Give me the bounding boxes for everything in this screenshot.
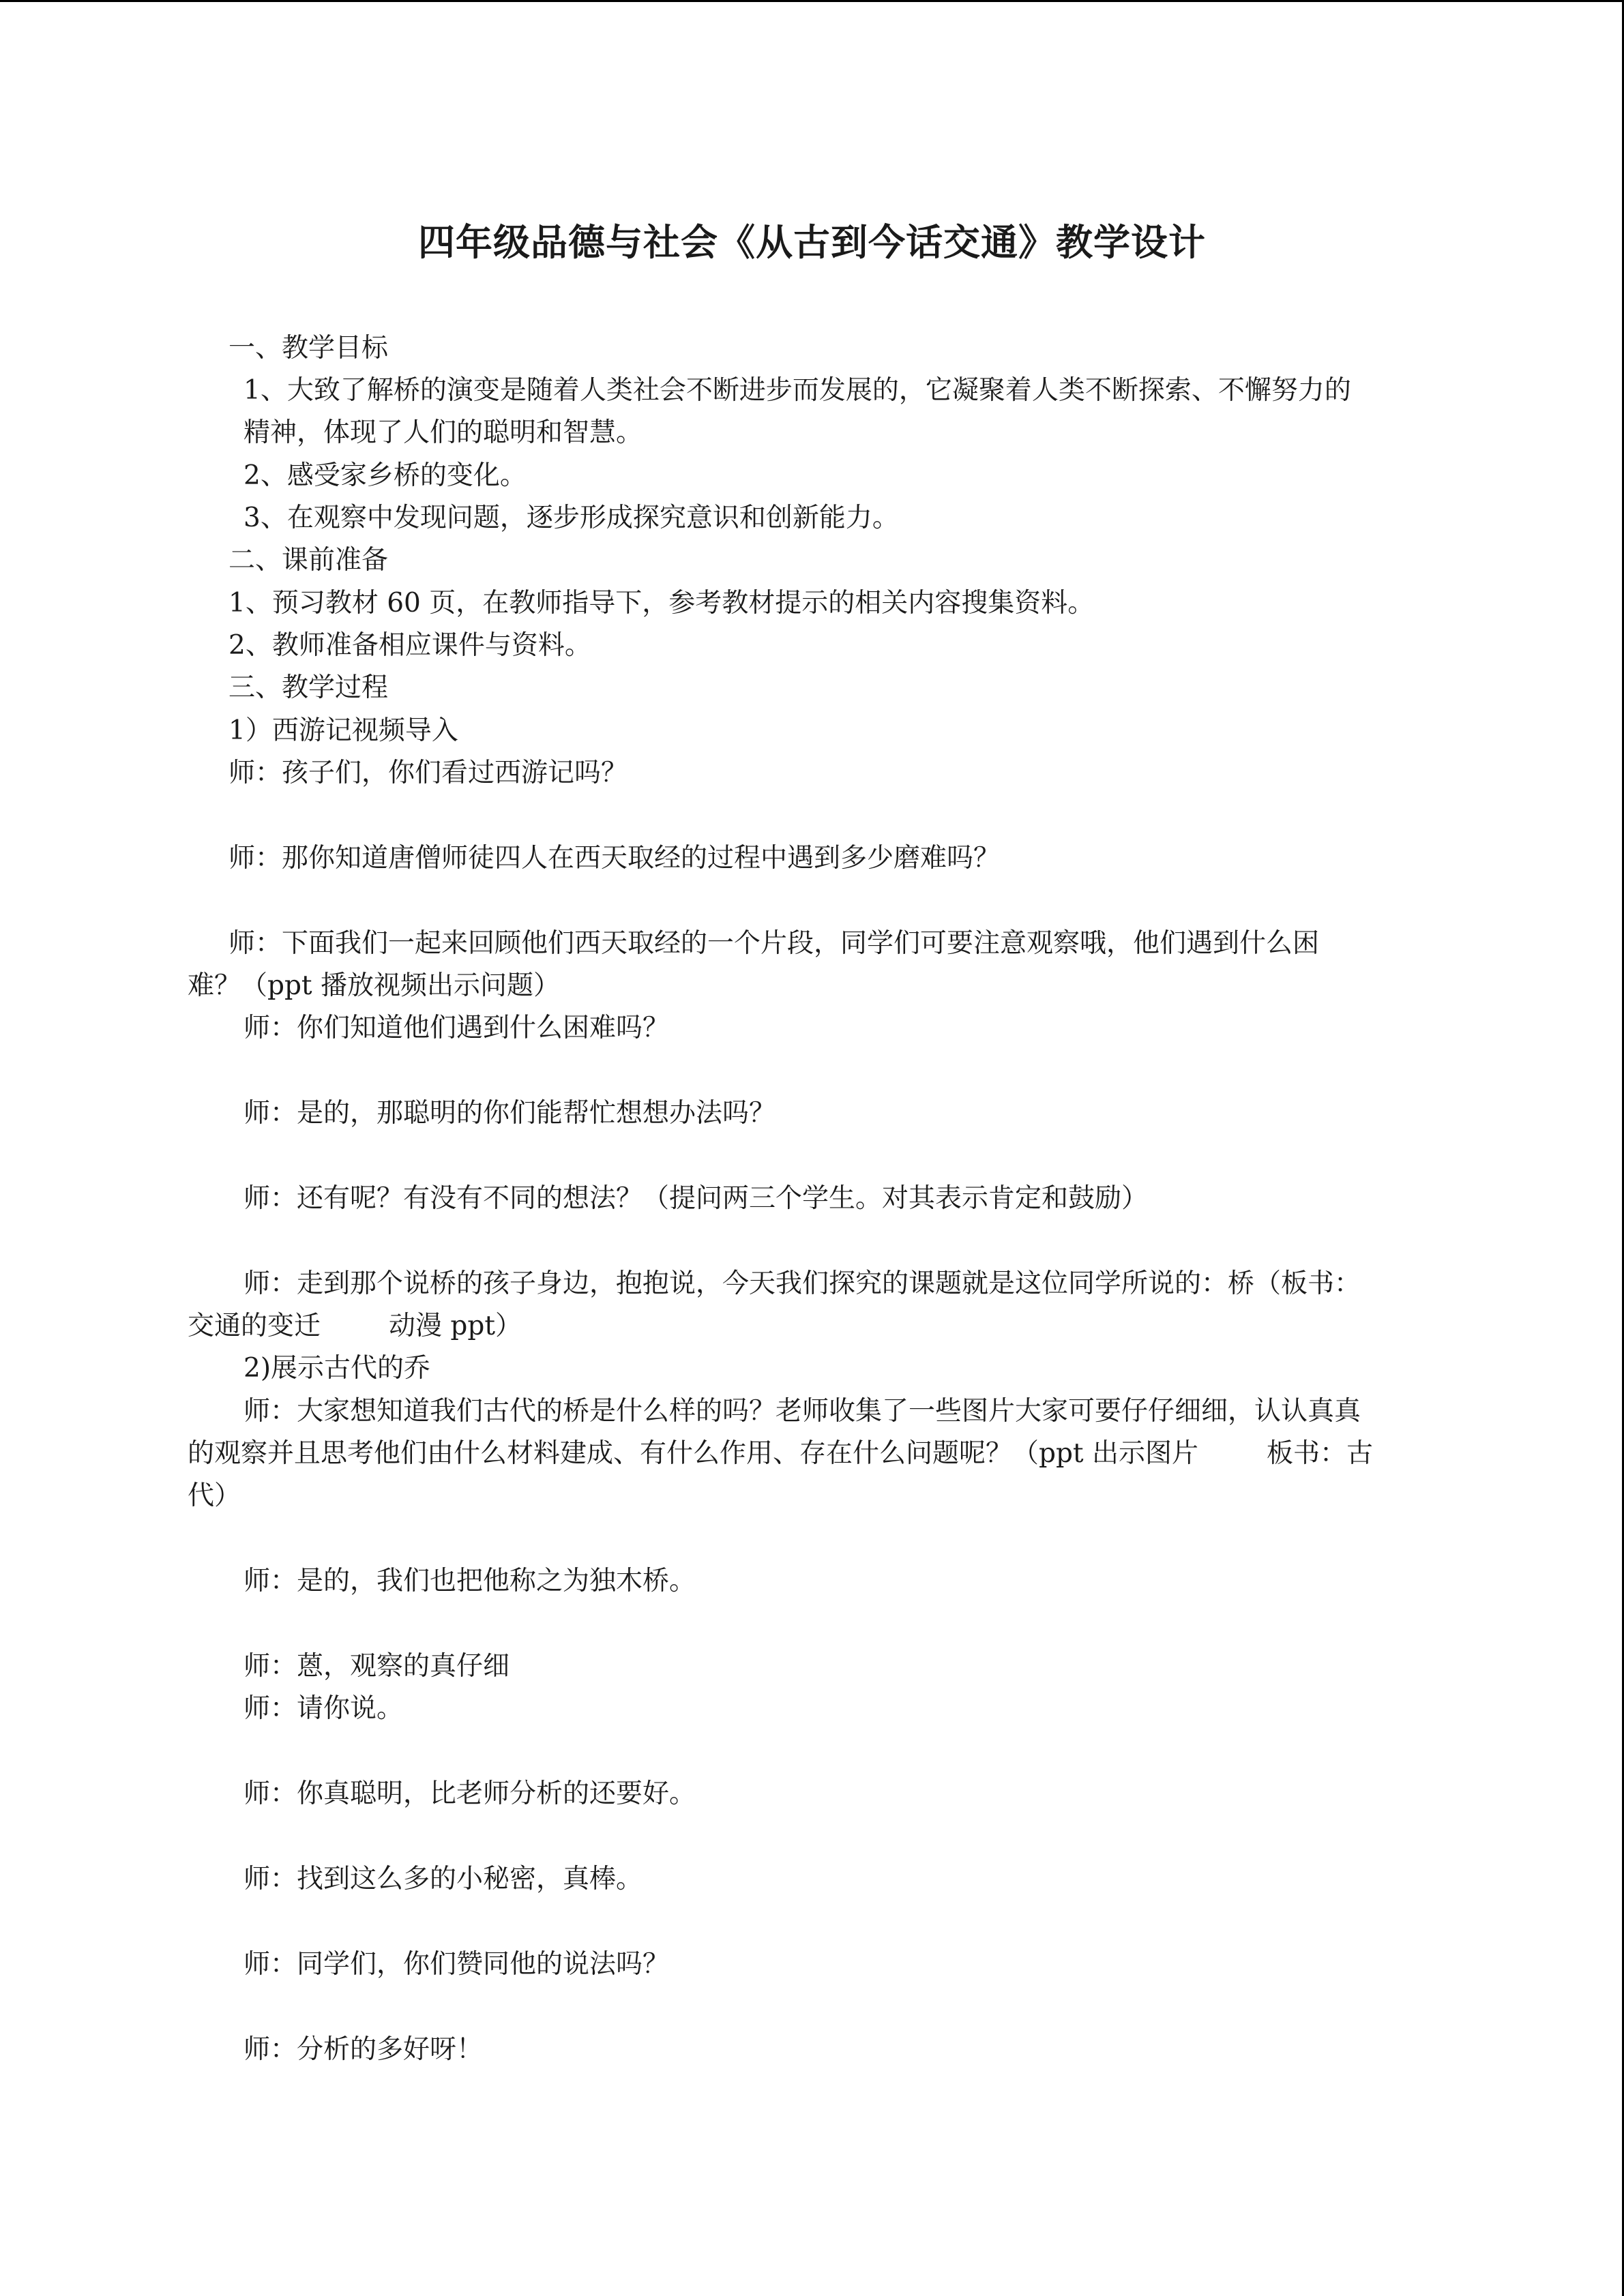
teacher-line-7-a: 师：走到那个说桥的孩子身边，抱抱说，今天我们探究的课题就是这位同学所说的：桥（板书： [243, 1268, 1361, 1299]
objective-1-line-2: 精神，体现了人们的聪明和智慧。 [243, 417, 643, 448]
teacher-line-11: 师：请你说。 [243, 1693, 404, 1724]
teacher-line-9: 师：是的，我们也把他称之为独木桥。 [243, 1566, 696, 1596]
document-title: 四年级品德与社会《从古到今话交通》教学设计 [418, 220, 1206, 264]
teacher-line-3-a: 师：下面我们一起来回顾他们西天取经的一个片段，同学们可要注意观察哦，他们遇到什么困 [228, 928, 1320, 959]
objective-3: 3、在观察中发现问题，逐步形成探究意识和创新能力。 [243, 503, 899, 533]
teacher-line-10: 师：蒽，观察的真仔细 [243, 1651, 510, 1682]
teacher-line-3-b: 难？（ppt 播放视频出示问题） [188, 970, 561, 1001]
preparation-item-2: 2、教师准备相应课件与资料。 [228, 630, 591, 661]
section-heading-process: 三、教学过程 [228, 672, 389, 703]
process-step-1-heading: 1）西游记视频导入 [228, 715, 458, 746]
teacher-line-13: 师：找到这么多的小秘密，真棒。 [243, 1864, 643, 1894]
teacher-line-6: 师：还有呢？有没有不同的想法？（提问两三个学生。对其表示肯定和鼓励） [243, 1183, 1149, 1214]
teacher-line-14: 师：同学们，你们赞同他的说法吗？ [243, 1949, 670, 1980]
teacher-line-8-c: 代） [188, 1480, 241, 1511]
board-note-ancient: 板书：古 [1267, 1438, 1374, 1469]
teacher-line-8-b [188, 1433, 1373, 1475]
section-heading-objectives: 一、教学目标 [228, 333, 389, 363]
teacher-line-1: 师：孩子们，你们看过西游记吗？ [228, 758, 628, 788]
objective-1-line-1: 1、大致了解桥的演变是随着人类社会不断进步而发展的，它凝聚着人类不断探索、不懈努力的 [243, 375, 1351, 406]
teacher-line-15: 师：分析的多好呀！ [243, 2034, 484, 2065]
board-note-transport-change: 交通的变迁 [188, 1311, 321, 1341]
teacher-line-4: 师：你们知道他们遇到什么困难吗？ [243, 1013, 670, 1043]
teacher-line-12: 师：你真聪明，比老师分析的还要好。 [243, 1778, 696, 1809]
objective-2: 2、感受家乡桥的变化。 [243, 460, 527, 491]
teacher-line-8-a: 师：大家想知道我们古代的桥是什么样的吗？老师收集了一些图片大家可要仔仔细细，认认真真 [243, 1396, 1361, 1427]
section-heading-preparation: 二、课前准备 [228, 545, 389, 576]
preparation-item-1: 1、预习教材 60 页，在教师指导下，参考教材提示的相关内容搜集资料。 [228, 588, 1095, 618]
teacher-line-2: 师：那你知道唐僧师徒四人在西天取经的过程中遇到多少磨难吗？ [228, 843, 1001, 874]
board-note-animation-ppt: 动漫 ppt） [389, 1311, 522, 1341]
ppt-show-images-note: 的观察并且思考他们由什么材料建成、有什么作用、存在什么问题呢？（ppt 出示图片 [188, 1438, 1199, 1469]
teacher-line-7-b [188, 1305, 522, 1347]
process-step-2-heading: 2)展示古代的乔 [243, 1353, 431, 1384]
teacher-line-5: 师：是的，那聪明的你们能帮忙想想办法吗？ [243, 1098, 776, 1129]
